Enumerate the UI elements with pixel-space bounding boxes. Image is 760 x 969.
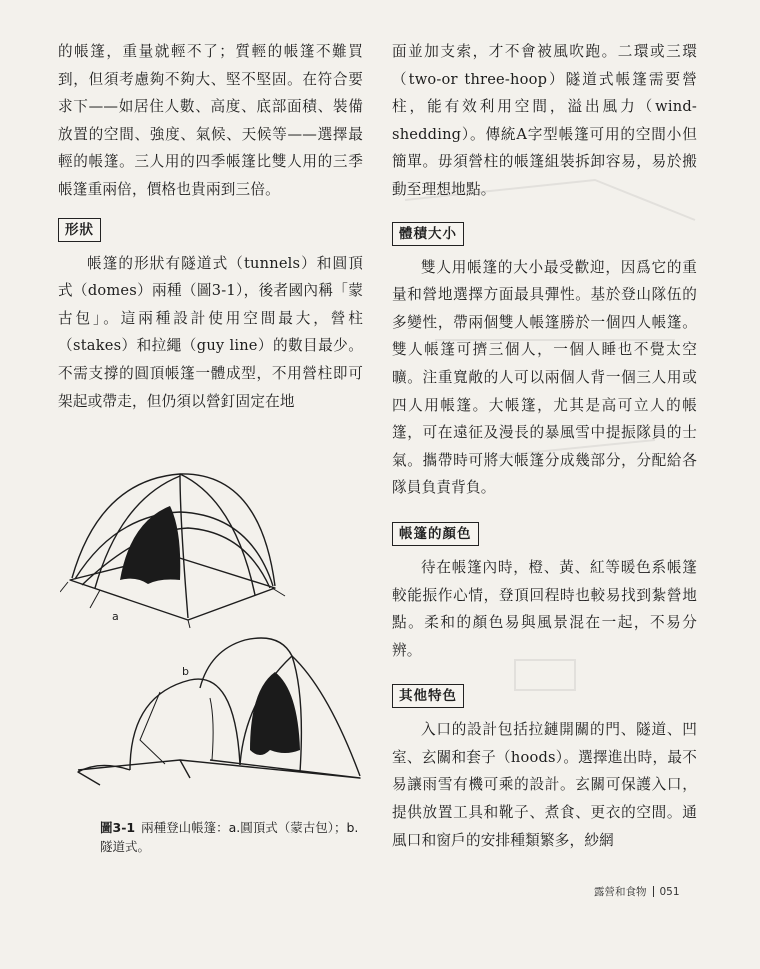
tent-illustration <box>60 460 370 800</box>
other-paragraph: 入口的設計包括拉鏈開關的門、隧道、凹室、玄關和套子（hoods）。選擇進出時，最不易讓雨雪有機可乘的設計。玄關可保護入口，提供放置工具和靴子、煮食、更衣的空間。通風口和窗戶的安排種類繁多，紗網 <box>392 721 697 849</box>
intro-paragraph: 的帳篷，重量就輕不了；質輕的帳篷不難買到，但須考慮夠不夠大、堅不堅固。在符合要求下——如居住人數、高度、底部面積、裝備放置的空間、強度、氣候、天候等——選擇最輕的帳篷。三人用的四季帳篷比雙人用的三季帳篷重兩倍，價格也貴兩到三倍。 <box>58 43 363 198</box>
caption-label: 圖3-1 <box>100 820 136 835</box>
page-number: 051 <box>659 885 680 898</box>
figure-caption <box>100 818 370 856</box>
tunnel-tent-floor <box>78 760 360 778</box>
tunnel-tent-rear-hoop <box>292 656 360 776</box>
other-heading: 其他特色 <box>392 684 464 708</box>
page-footer <box>594 884 680 899</box>
figure-label-a: a <box>112 610 119 623</box>
shape-heading: 形狀 <box>58 218 101 242</box>
size-heading: 體積大小 <box>392 222 464 246</box>
footer-section: 露營和食物 <box>594 886 647 898</box>
shape-paragraph: 帳篷的形狀有隧道式（tunnels）和圓頂式（domes）兩種（圖3-1），後者國內稱「蒙古包」。這兩種設計使用空間最大，營柱（stakes）和拉繩（guy line）的數目最少。不需支撐的圓頂帳篷一體成型，不用營柱即可架起或帶走，但仍須以營釘固定在地 <box>58 254 363 410</box>
color-heading: 帳篷的顏色 <box>392 522 479 546</box>
figure-label-b: b <box>182 665 189 678</box>
size-paragraph: 雙人用帳篷的大小最受歡迎，因爲它的重量和營地選擇方面最具彈性。基於登山隊伍的多變性，帶兩個雙人帳篷勝於一個四人帳篷。雙人帳篷可擠三個人，一個人睡也不覺太空曠。注重寬敞的人可以兩個人背一個三人用或四人用帳篷。大帳篷，尤其是高可立人的帳篷，可在遠征及漫長的暴風雪中提振隊員的士氣。攜帶時可將大帳篷分成幾部分，分配給各隊員負責背負。 <box>392 258 697 497</box>
continued-paragraph: 面並加支索，才不會被風吹跑。二環或三環（two-or three-hoop）隧道式帳篷需要營柱，能有效利用空間，溢出風力（wind-shedding）。傳統A字型帳篷可用的空間小但簡單。毋須營柱的帳篷組裝拆卸容易，易於搬動至理想地點。 <box>392 43 697 198</box>
tunnel-tent-door <box>250 672 300 755</box>
caption-text: 兩種登山帳篷：a.圓頂式（蒙古包）；b.隧道式。 <box>100 820 359 854</box>
color-paragraph: 待在帳篷內時，橙、黃、紅等暖色系帳篷較能振作心情，登頂回程時也較易找到紮營地點。柔和的顏色易與風景混在一起，不易分辨。 <box>392 558 697 659</box>
right-column <box>392 38 697 854</box>
tent-figure <box>60 460 370 800</box>
left-column <box>58 38 363 415</box>
footer-divider <box>653 886 654 897</box>
